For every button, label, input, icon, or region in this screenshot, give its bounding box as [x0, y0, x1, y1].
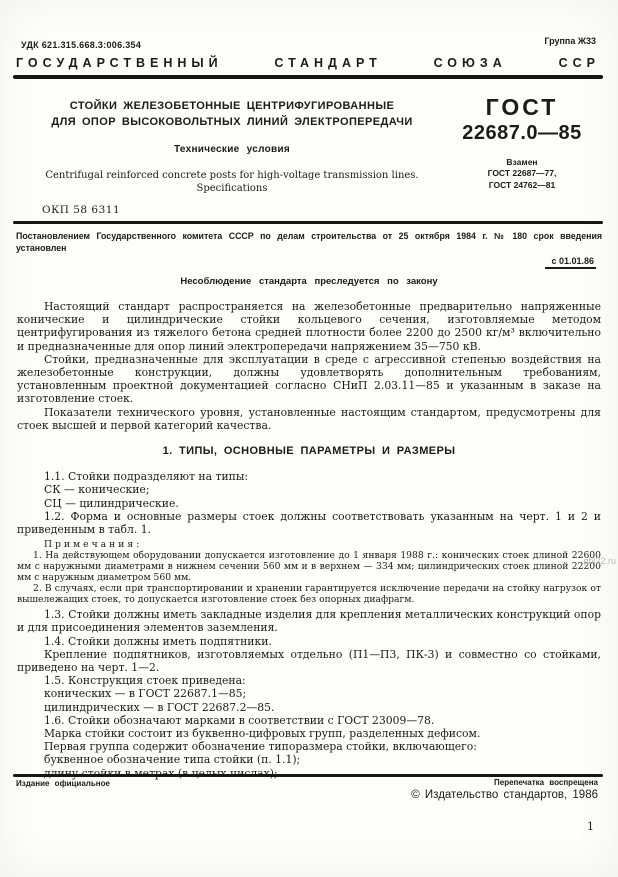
note-2: 2. В случаях, если при транспортировании и хранении гарантируется исключение передачи на стойку нагрузок от вышележащих стоек, то допускается изготовление стоек без опорных диафрагм.: [17, 583, 601, 606]
decree-text: Постановлением Государственного комитета СССР по делам строительства от 25 октября 1984 г. № 180 срок введения установлен: [16, 231, 602, 253]
title-block: [28, 99, 436, 195]
document-title-line2: ДЛЯ ОПОР ВЫСОКОВОЛЬТНЫХ ЛИНИЙ ЭЛЕКТРОПЕРЕДАЧИ: [51, 115, 413, 128]
law-notice: Несоблюдение стандарта преследуется по закону: [180, 276, 438, 287]
title-english-line2: Specifications: [196, 182, 268, 194]
type-line-sk: СК — конические;: [44, 483, 150, 497]
footer-rule: [13, 774, 603, 777]
notes-label: Примечания:: [44, 539, 143, 551]
title-english-line1: Centrifugal reinforced concrete posts for high-voltage transmission lines.: [45, 170, 419, 181]
note-1: 1. На действующем оборудовании допускается изготовление до 1 января 1988 г.: конических стоек длиной 22600 мм с наружными диаметрами в нижнем сечении 560 мм и в верхнем — 334 мм; цилиндрических стоек длиной 22200 мм с наружным диаметром 560 мм.: [17, 550, 601, 584]
body-paragraph: Стойки, предназначенные для эксплуатации в среде с агрессивной степенью воздействия на железобетонные конструкции, должны удовлетворять дополнительным требованиям, установленным проектной документацией согласно СНиП 2.03.11—85 и указанным в заказе на изготовление стоек.: [17, 352, 601, 406]
clause-1-6: 1.6. Стойки обозначают марками в соответствии с ГОСТ 23009—78.: [44, 713, 435, 727]
replaces-label: Взамен: [506, 157, 538, 167]
clause-1-6-group: Первая группа содержит обозначение типоразмера стойки, включающего:: [44, 740, 477, 754]
header-rule: [13, 75, 603, 79]
section-1-heading: 1. ТИПЫ, ОСНОВНЫЕ ПАРАМЕТРЫ И РАЗМЕРЫ: [162, 445, 456, 458]
copyright-line: © Издательство стандартов, 1986: [411, 789, 598, 801]
clause-1-6-letter: буквенное обозначение типа стойки (п. 1.1);: [44, 753, 301, 767]
notes-block: [17, 539, 601, 605]
clause-1-3: 1.3. Стойки должны иметь закладные изделия для крепления металлических конструкций опор и для присоединения элементов заземления.: [17, 608, 601, 635]
clause-1-6-mark: Марка стойки состоит из буквенно-цифровых групп, разделенных дефисом.: [44, 727, 481, 741]
clause-1-5: 1.5. Конструкция стоек приведена:: [44, 674, 246, 688]
clause-1-1: 1.1. Стойки подразделяют на типы:: [44, 470, 249, 484]
clause-1-4: 1.4. Стойки должны иметь подпятники.: [44, 634, 272, 648]
document-title-line1: СТОЙКИ ЖЕЛЕЗОБЕТОННЫЕ ЦЕНТРИФУГИРОВАННЫЕ: [69, 100, 395, 112]
clause-1-2: 1.2. Форма и основные размеры стоек должны соответствовать указанным на черт. 1 и 2 и приведенным в табл. 1.: [17, 509, 601, 537]
gost-number: 22687.0—85: [462, 122, 582, 144]
divider-rule: [13, 221, 603, 224]
clause-1-5-cylindrical: цилиндрических — в ГОСТ 22687.2—85.: [44, 700, 275, 714]
official-edition-label: Издание официальное: [16, 779, 110, 788]
replaces-standard-2: ГОСТ 24762—81: [488, 180, 556, 190]
reprint-prohibited-label: Перепечатка воспрещена: [494, 778, 598, 787]
okp-code: ОКП 58 6311: [42, 204, 121, 216]
state-standard-heading: ГОСУДАРСТВЕННЫЙ СТАНДАРТ СОЮЗА ССР: [16, 56, 600, 70]
body-paragraph: Настоящий стандарт распространяется на железобетонные предварительно напряженные конические и цилиндрические стойки кольцевого сечения, изготовляемые методом центрифугирования из тяжелого бетона средней плотности более 2200 до 2500 кг/м³ включительно и предназначенные для опор линий электропередачи напряжением 35—750 кВ.: [17, 300, 601, 353]
document-body: [17, 300, 601, 780]
document-subtitle: Технические условия: [173, 144, 291, 155]
page-number: 1: [587, 820, 594, 833]
gost-number-box: [440, 94, 604, 191]
clause-1-4-continuation: Крепление подпятников, изготовляемых отдельно (П1—П3, ПК-3) и совместно со стойками, приведено на черт. 1—2.: [17, 647, 601, 675]
site-watermark: gbl22.ru: [583, 556, 616, 566]
group-code: Группа Ж33: [544, 36, 596, 46]
clause-1-5-conical: конических — в ГОСТ 22687.1—85;: [44, 687, 247, 701]
body-paragraph: Показатели технического уровня, установленные настоящим стандартом, предусмотрены для стоек высшей и первой категорий качества.: [17, 405, 601, 432]
replaces-standard-1: ГОСТ 22687—77,: [487, 168, 557, 178]
udk-code: УДК 621.315.668.3:006.354: [21, 40, 142, 50]
gost-label: ГОСТ: [485, 94, 559, 120]
type-line-sc: СЦ — цилиндрические.: [44, 496, 179, 510]
effective-date: с 01.01.86: [545, 256, 596, 269]
